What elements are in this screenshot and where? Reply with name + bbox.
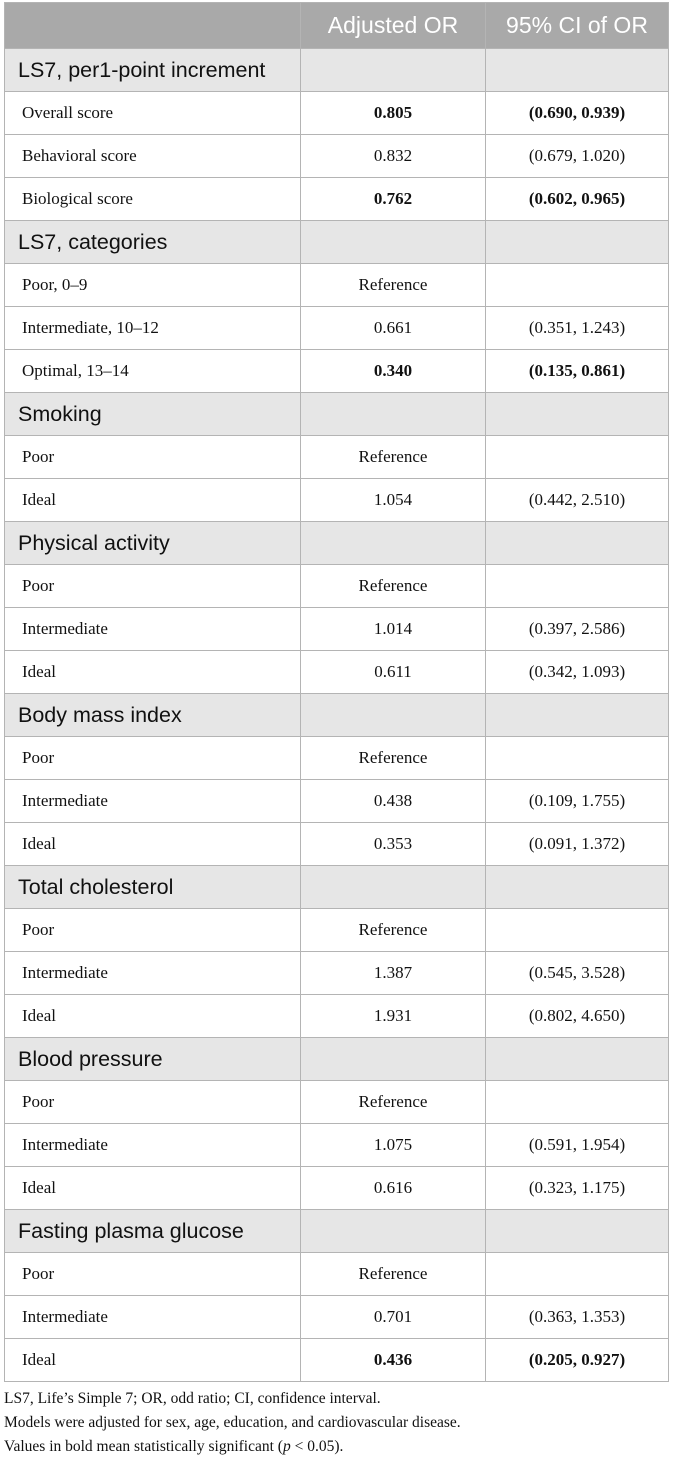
section-label: Total cholesterol: [5, 866, 301, 909]
table-row: [5, 350, 669, 393]
adjusted-or-value: 1.054: [301, 479, 486, 522]
section-empty-cell: [301, 1038, 486, 1081]
section-label: Physical activity: [5, 522, 301, 565]
adjusted-or-value: 0.436: [301, 1339, 486, 1382]
ci-value: [486, 565, 669, 608]
section-row: [5, 393, 669, 436]
table-row: [5, 92, 669, 135]
ci-value: (0.602, 0.965): [486, 178, 669, 221]
adjusted-or-value: 0.762: [301, 178, 486, 221]
results-table-container: [4, 2, 668, 1382]
section-label: Fasting plasma glucose: [5, 1210, 301, 1253]
row-label: Intermediate: [5, 952, 301, 995]
section-empty-cell: [301, 393, 486, 436]
ci-value: (0.545, 3.528): [486, 952, 669, 995]
footnote-p-symbol: p: [282, 1438, 291, 1455]
row-label: Intermediate: [5, 780, 301, 823]
section-empty-cell: [486, 49, 669, 92]
row-label: Behavioral score: [5, 135, 301, 178]
section-empty-cell: [486, 694, 669, 737]
adjusted-or-value: 1.014: [301, 608, 486, 651]
section-row: [5, 1210, 669, 1253]
ci-value: (0.323, 1.175): [486, 1167, 669, 1210]
ci-value: (0.205, 0.927): [486, 1339, 669, 1382]
ci-value: [486, 436, 669, 479]
ci-value: [486, 737, 669, 780]
footnote-adjustment: Models were adjusted for sex, age, education, and cardiovascular disease.: [4, 1414, 461, 1431]
footnote-abbreviations: LS7, Life’s Simple 7; OR, odd ratio; CI, confidence interval.: [4, 1390, 381, 1407]
table-row: [5, 995, 669, 1038]
footnote-significance-suffix: < 0.05).: [290, 1438, 344, 1455]
header-95-ci: 95% CI of OR: [486, 3, 669, 49]
ci-value: (0.351, 1.243): [486, 307, 669, 350]
row-label: Poor: [5, 909, 301, 952]
section-empty-cell: [301, 866, 486, 909]
section-label: Smoking: [5, 393, 301, 436]
ci-value: (0.091, 1.372): [486, 823, 669, 866]
table-row: [5, 952, 669, 995]
table-row: [5, 1124, 669, 1167]
section-empty-cell: [486, 866, 669, 909]
adjusted-or-value: 0.832: [301, 135, 486, 178]
section-row: [5, 49, 669, 92]
row-label: Poor: [5, 436, 301, 479]
section-empty-cell: [301, 49, 486, 92]
adjusted-or-value: 0.353: [301, 823, 486, 866]
table-row: [5, 1339, 669, 1382]
ci-value: (0.342, 1.093): [486, 651, 669, 694]
ci-value: (0.802, 4.650): [486, 995, 669, 1038]
section-row: [5, 866, 669, 909]
table-row: [5, 565, 669, 608]
adjusted-or-value: 0.701: [301, 1296, 486, 1339]
row-label: Ideal: [5, 479, 301, 522]
row-label: Poor, 0–9: [5, 264, 301, 307]
ci-value: (0.397, 2.586): [486, 608, 669, 651]
section-row: [5, 522, 669, 565]
row-label: Ideal: [5, 995, 301, 1038]
table-row: [5, 1296, 669, 1339]
row-label: Ideal: [5, 651, 301, 694]
section-label: LS7, categories: [5, 221, 301, 264]
table-row: [5, 436, 669, 479]
section-row: [5, 694, 669, 737]
table-row: [5, 909, 669, 952]
ci-value: [486, 1081, 669, 1124]
adjusted-or-value: 0.611: [301, 651, 486, 694]
section-empty-cell: [486, 522, 669, 565]
table-row: [5, 737, 669, 780]
table-header-row: [5, 3, 669, 49]
ci-value: (0.690, 0.939): [486, 92, 669, 135]
adjusted-or-value: Reference: [301, 1081, 486, 1124]
table-body: [5, 49, 669, 1382]
adjusted-or-table: [4, 2, 669, 1382]
section-empty-cell: [301, 522, 486, 565]
ci-value: [486, 264, 669, 307]
adjusted-or-value: 1.931: [301, 995, 486, 1038]
section-label: LS7, per1-point increment: [5, 49, 301, 92]
adjusted-or-value: 0.661: [301, 307, 486, 350]
adjusted-or-value: 0.616: [301, 1167, 486, 1210]
table-row: [5, 1081, 669, 1124]
table-row: [5, 135, 669, 178]
ci-value: (0.109, 1.755): [486, 780, 669, 823]
adjusted-or-value: 0.438: [301, 780, 486, 823]
adjusted-or-value: 0.340: [301, 350, 486, 393]
adjusted-or-value: Reference: [301, 737, 486, 780]
ci-value: (0.679, 1.020): [486, 135, 669, 178]
row-label: Intermediate: [5, 608, 301, 651]
row-label: Poor: [5, 1253, 301, 1296]
table-row: [5, 780, 669, 823]
table-row: [5, 264, 669, 307]
table-row: [5, 1167, 669, 1210]
row-label: Overall score: [5, 92, 301, 135]
section-empty-cell: [301, 221, 486, 264]
row-label: Ideal: [5, 1339, 301, 1382]
table-row: [5, 307, 669, 350]
row-label: Ideal: [5, 1167, 301, 1210]
table-row: [5, 178, 669, 221]
header-variable: [5, 3, 301, 49]
row-label: Poor: [5, 565, 301, 608]
ci-value: (0.363, 1.353): [486, 1296, 669, 1339]
adjusted-or-value: Reference: [301, 1253, 486, 1296]
section-empty-cell: [486, 393, 669, 436]
section-row: [5, 1038, 669, 1081]
footnote-significance: [4, 1435, 668, 1459]
ci-value: [486, 909, 669, 952]
ci-value: (0.591, 1.954): [486, 1124, 669, 1167]
adjusted-or-value: Reference: [301, 264, 486, 307]
section-empty-cell: [486, 1038, 669, 1081]
section-label: Blood pressure: [5, 1038, 301, 1081]
row-label: Biological score: [5, 178, 301, 221]
adjusted-or-value: Reference: [301, 909, 486, 952]
table-row: [5, 651, 669, 694]
adjusted-or-value: 0.805: [301, 92, 486, 135]
header-adjusted-or: Adjusted OR: [301, 3, 486, 49]
adjusted-or-value: Reference: [301, 565, 486, 608]
row-label: Ideal: [5, 823, 301, 866]
table-row: [5, 823, 669, 866]
row-label: Poor: [5, 737, 301, 780]
footnote-significance-prefix: Values in bold mean statistically significant (: [4, 1438, 283, 1455]
table-footnotes: [4, 1387, 668, 1459]
table-row: [5, 1253, 669, 1296]
section-empty-cell: [301, 1210, 486, 1253]
adjusted-or-value: 1.075: [301, 1124, 486, 1167]
table-row: [5, 479, 669, 522]
row-label: Intermediate: [5, 1124, 301, 1167]
adjusted-or-value: Reference: [301, 436, 486, 479]
section-empty-cell: [486, 1210, 669, 1253]
section-empty-cell: [301, 694, 486, 737]
adjusted-or-value: 1.387: [301, 952, 486, 995]
row-label: Intermediate, 10–12: [5, 307, 301, 350]
row-label: Poor: [5, 1081, 301, 1124]
ci-value: (0.135, 0.861): [486, 350, 669, 393]
ci-value: (0.442, 2.510): [486, 479, 669, 522]
section-empty-cell: [486, 221, 669, 264]
ci-value: [486, 1253, 669, 1296]
section-label: Body mass index: [5, 694, 301, 737]
row-label: Optimal, 13–14: [5, 350, 301, 393]
row-label: Intermediate: [5, 1296, 301, 1339]
table-row: [5, 608, 669, 651]
section-row: [5, 221, 669, 264]
